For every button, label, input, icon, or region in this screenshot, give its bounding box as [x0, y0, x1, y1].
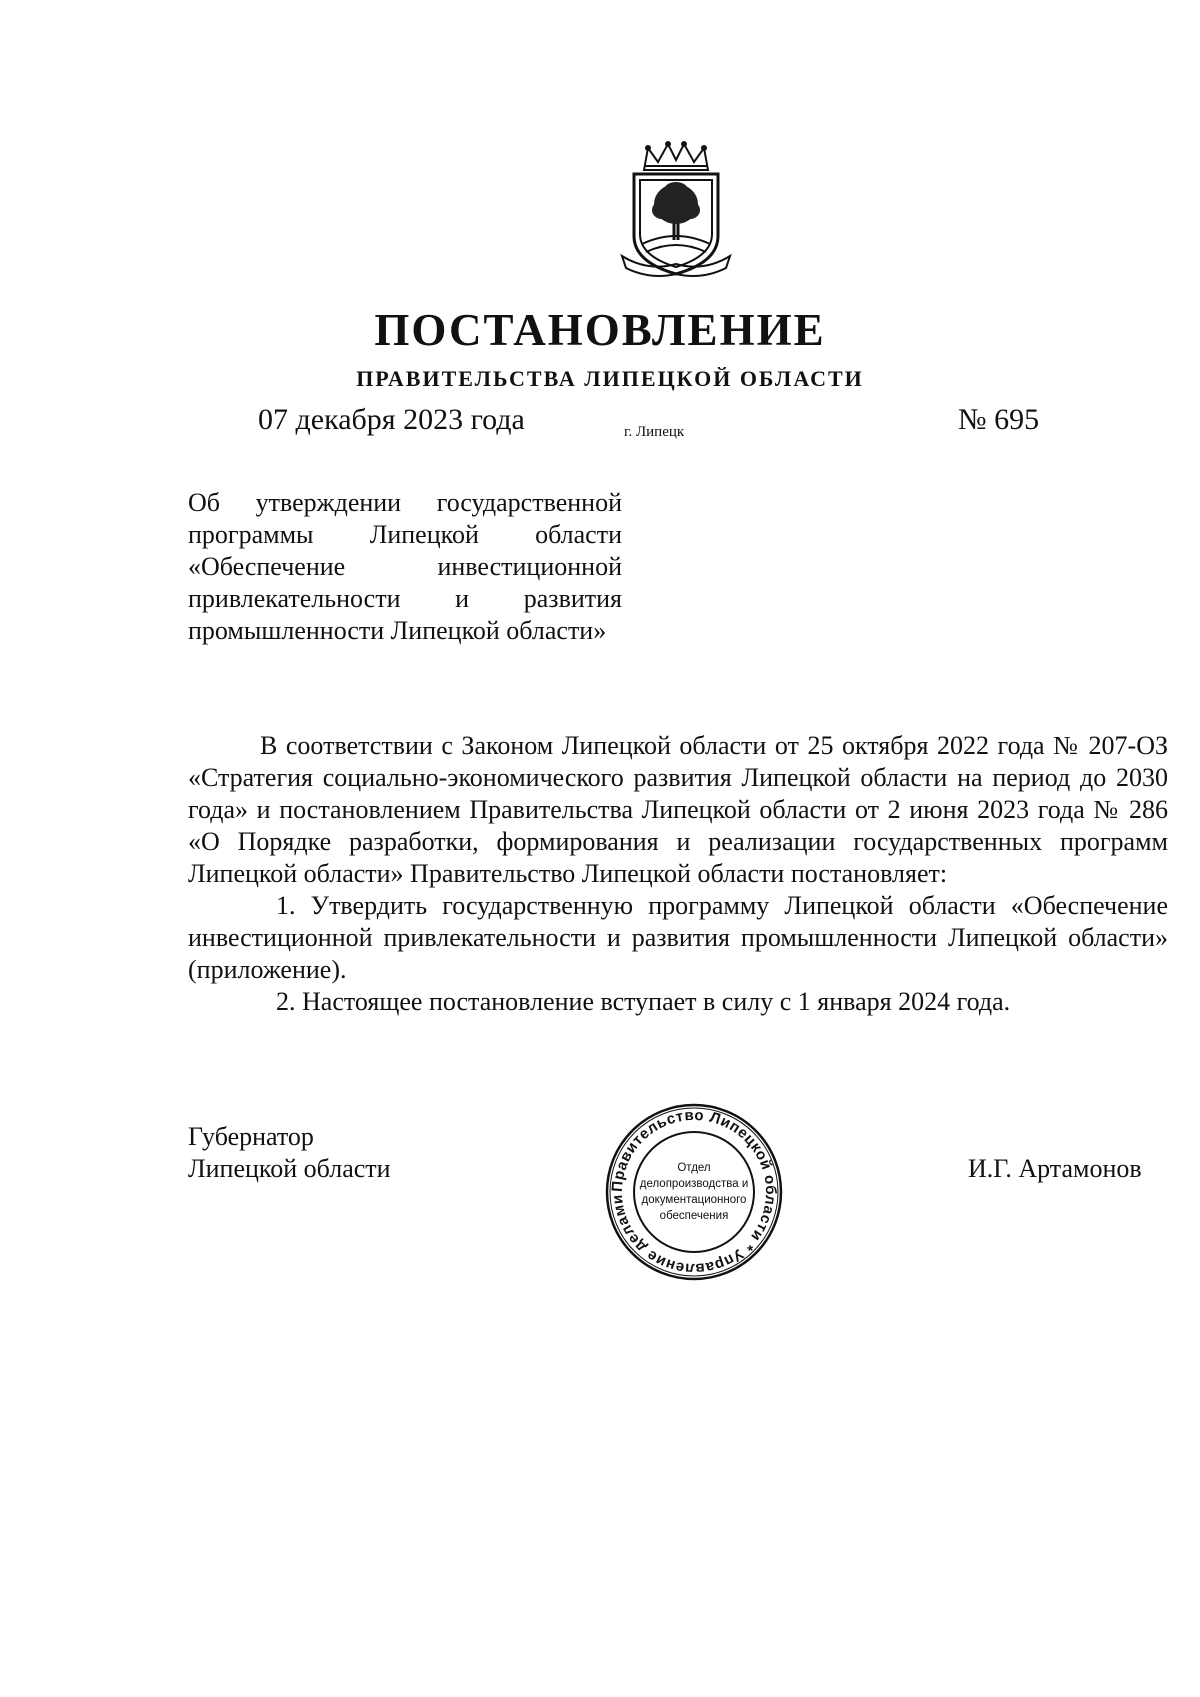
stamp-inner-line-3: документационного [641, 1194, 747, 1206]
document-subject: Об утверждении государственной программы Липецкой области «Обеспечение инвестиционной привлекательности и развития промышленности Липецкой области» [188, 488, 622, 645]
stamp-outer-text: Правительство Липецкой области * Управление делами [608, 1106, 780, 1278]
stamp-inner-line-1: Отдел [677, 1162, 711, 1174]
coat-of-arms-icon [618, 140, 734, 280]
signatory-position-line-1: Губернатор [188, 1122, 314, 1151]
document-body [188, 730, 1168, 1018]
stamp-inner-line-2: делопроизводства и [639, 1178, 749, 1190]
signatory-position-line-2: Липецкой области [188, 1154, 391, 1183]
preamble-paragraph: В соответствии с Законом Липецкой области от 25 октября 2022 года № 207-ОЗ «Стратегия социально-экономического развития Липецкой области на период до 2030 года» и постановлением Правительства Липецкой области от 2 июня 2023 года № 286 «О Порядке разработки, формирования и реализации государственных программ Липецкой области» Правительство Липецкой области постановляет: [188, 731, 1168, 888]
resolution-item-2: 2. Настоящее постановление вступает в силу с 1 января 2024 года. [276, 987, 1011, 1016]
signatory-name: И.Г. Артамонов [968, 1154, 1142, 1183]
document-city: г. Липецк [624, 424, 685, 440]
document-subtitle: ПРАВИТЕЛЬСТВА ЛИПЕЦКОЙ ОБЛАСТИ [356, 366, 864, 391]
document-title: ПОСТАНОВЛЕНИЕ [374, 305, 826, 355]
stamp-inner-line-4: обеспечения [659, 1210, 729, 1222]
document-date: 07 декабря 2023 года [258, 403, 525, 436]
official-stamp [605, 1103, 783, 1281]
document-number: № 695 [958, 403, 1040, 436]
signatory-position [188, 1121, 391, 1185]
resolution-item-1: 1. Утвердить государственную программу Липецкой области «Обеспечение инвестиционной привлекательности и развития промышленности Липецкой области» (приложение). [188, 891, 1168, 984]
